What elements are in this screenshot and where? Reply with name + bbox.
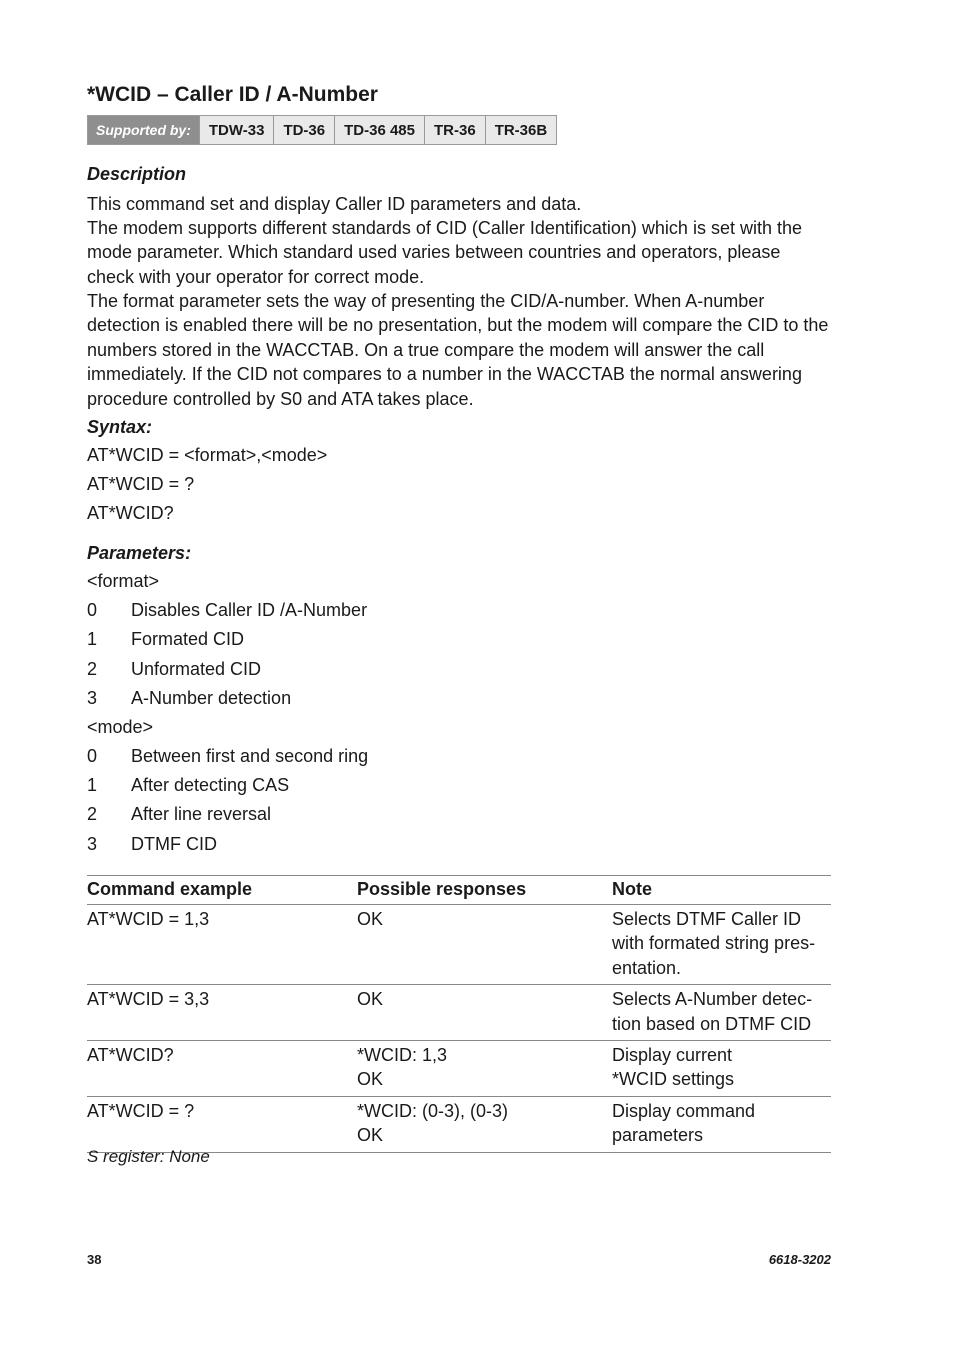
response-line: OK (357, 989, 384, 1010)
response-cell (357, 905, 612, 985)
response-line: OK (357, 909, 384, 929)
format-option (87, 659, 261, 680)
syntax-heading: Syntax: (87, 417, 153, 437)
parameters-heading: Parameters: (87, 543, 192, 563)
s-register-note: S register: None (87, 1147, 210, 1166)
option-text: DTMF CID (131, 834, 217, 854)
supported-by-bar (87, 115, 557, 145)
command-cell: AT*WCID? (87, 1041, 357, 1097)
response-line: *WCID: 1,3 (357, 1045, 448, 1066)
description-paragraph: The modem supports different standards of CID (Caller Identification) which is set with the mode parameter. Which standard used varies between countries and operators, please check with your operator for correct mode. (87, 218, 802, 287)
supported-model: TR-36B (485, 116, 557, 144)
option-text: A-Number detection (131, 688, 292, 708)
option-value: 2 (87, 804, 98, 824)
document-number: 6618-3202 (768, 1252, 831, 1267)
syntax-line: AT*WCID = ? (87, 474, 195, 494)
response-cell (357, 1096, 612, 1152)
supported-model: TDW-33 (199, 116, 274, 144)
note-line: entation. (612, 957, 682, 978)
table-row (87, 1041, 831, 1097)
format-option (87, 688, 291, 709)
response-cell (357, 985, 612, 1041)
note-cell (612, 1096, 831, 1152)
note-line: *WCID settings (612, 1069, 735, 1090)
supported-model: TD-36 (273, 116, 334, 144)
mode-param-name: <mode> (87, 717, 154, 737)
note-cell (612, 1041, 831, 1097)
format-option (87, 600, 367, 621)
page-number: 38 (87, 1252, 102, 1267)
option-value: 1 (87, 775, 98, 795)
option-value: 2 (87, 659, 98, 679)
note-line: parameters (612, 1125, 704, 1146)
option-text: Between first and second ring (131, 746, 369, 766)
supported-model: TD-36 485 (334, 116, 424, 144)
command-cell: AT*WCID = ? (87, 1096, 357, 1152)
note-line: Display current (612, 1045, 733, 1066)
command-title: *WCID – Caller ID / A-Number (87, 83, 378, 106)
note-line: with formated string pres- (612, 933, 816, 954)
response-line: OK (357, 1069, 384, 1090)
note-line: Selects A-Number detec- (612, 989, 813, 1010)
format-param-name: <format> (87, 571, 160, 591)
table-row (87, 905, 831, 985)
note-line: tion based on DTMF CID (612, 1013, 812, 1034)
mode-option (87, 804, 271, 825)
table-row (87, 985, 831, 1041)
column-header: Note (612, 876, 831, 905)
supported-model: TR-36 (424, 116, 485, 144)
supported-by-label: Supported by: (88, 116, 199, 144)
option-value: 0 (87, 746, 98, 766)
syntax-line: AT*WCID = <format>,<mode> (87, 445, 328, 465)
option-text: Unformated CID (131, 659, 262, 679)
table-header-row (87, 876, 831, 905)
note-cell (612, 905, 831, 985)
option-text: After detecting CAS (131, 775, 290, 795)
description-paragraph: This command set and display Caller ID parameters and data. (87, 194, 582, 214)
column-header: Possible responses (357, 876, 612, 905)
command-cell: AT*WCID = 1,3 (87, 905, 357, 985)
mode-option (87, 834, 217, 855)
option-value: 1 (87, 629, 98, 649)
response-line: *WCID: (0-3), (0-3) (357, 1100, 509, 1121)
option-text: Formated CID (131, 629, 245, 649)
option-value: 3 (87, 834, 98, 854)
column-header: Command example (87, 876, 357, 905)
option-value: 0 (87, 600, 98, 620)
table-row (87, 1096, 831, 1152)
note-cell (612, 985, 831, 1041)
option-value: 3 (87, 688, 98, 708)
mode-option (87, 746, 368, 767)
syntax-line: AT*WCID? (87, 503, 174, 523)
command-cell: AT*WCID = 3,3 (87, 985, 357, 1041)
note-line: Selects DTMF Caller ID (612, 909, 802, 929)
description-heading: Description (87, 164, 187, 184)
option-text: After line reversal (131, 804, 272, 824)
note-line: Display command (612, 1100, 756, 1121)
format-option (87, 629, 244, 650)
description-paragraph: The format parameter sets the way of presenting the CID/A-number. When A-number detection is enabled there will be no presentation, but the modem will compare the CID to the numbers stored in the WACCTAB. On a true compare the modem will answer the call immediately. If the CID not compares to a number in the WACCTAB the normal answering procedure controlled by S0 and ATA takes place. (87, 291, 829, 409)
response-line: OK (357, 1125, 384, 1146)
mode-option (87, 775, 289, 796)
response-cell (357, 1041, 612, 1097)
command-example-table (87, 875, 831, 1153)
option-text: Disables Caller ID /A-Number (131, 600, 368, 620)
